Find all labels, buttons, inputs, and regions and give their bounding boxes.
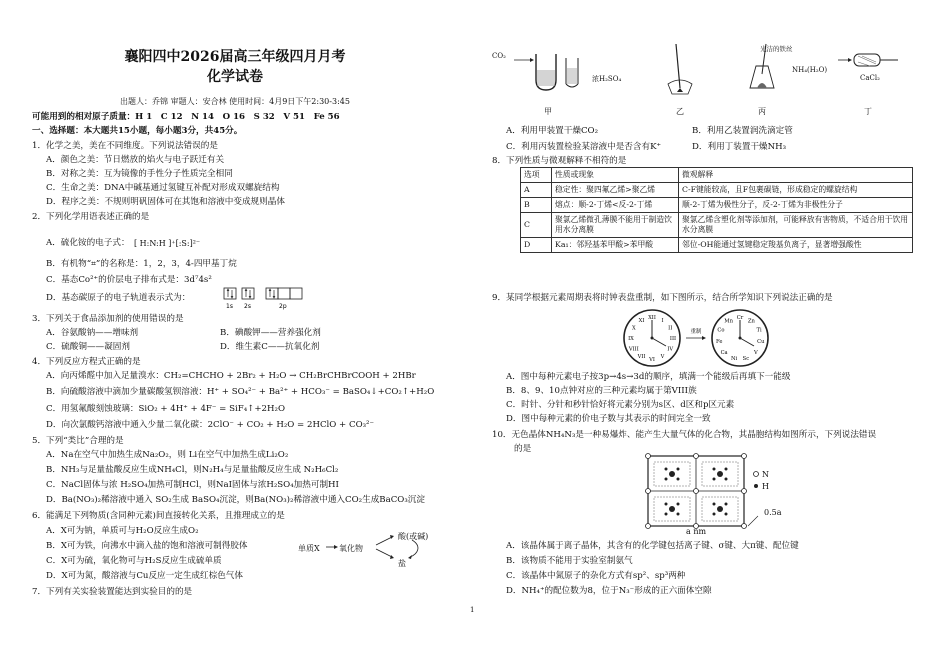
q10-stem-line2: 的是 xyxy=(514,444,532,454)
table-header-row xyxy=(521,168,913,183)
q1-stem: 1．化学之美，美在不同维度。下列说法错误的是 xyxy=(32,141,218,151)
row-a-explanation: C-F键能较高，且F包裹碳链，形成稳定的螺旋结构 xyxy=(679,183,913,198)
q6-option-b: B．X可为铁，向沸水中滴入盐的饱和溶液可制得胶体 xyxy=(46,541,248,551)
q3-option-a: A．谷氨酸钠——增味剂 xyxy=(46,328,139,338)
q2-option-c: C．基态Co²⁺的价层电子排布式是：3d⁷4s² xyxy=(46,275,212,285)
conversion-scheme xyxy=(294,526,470,568)
q6-option-d: D．X可为氮，酸溶液与Cu反应一定生成红棕色气体 xyxy=(46,571,243,581)
caption-ding: 丁 xyxy=(864,107,872,116)
dimension-a: a nm xyxy=(686,527,707,536)
clock1-label: I xyxy=(661,317,664,324)
clock-arrow-label: 重制 xyxy=(690,329,702,335)
clock1-label: XI xyxy=(638,317,645,324)
row-c-option: C xyxy=(521,213,552,238)
q3-option-d: D．维生素C——抗氧化剂 xyxy=(220,342,320,352)
q5-option-b: B．NH₃与足量盐酸反应生成NH₄Cl，则N₂H₄与足量盐酸反应生成 N₂H₆Cl₂ xyxy=(46,465,339,475)
q5-stem: 5．下列“类比”合理的是 xyxy=(32,436,124,446)
orbital-label-2p: 2p xyxy=(279,303,287,310)
dimension-half-a: 0.5a xyxy=(764,508,782,517)
clock1-label: VIII xyxy=(628,346,639,353)
clock2-label: Sc xyxy=(742,356,750,363)
row-a-property: 稳定性：聚四氟乙烯>聚乙烯 xyxy=(552,183,679,198)
q5-option-c: C．NaCl固体与浓 H₂SO₄加热可制HCl，则NaI固体与浓H₂SO₄加热可制HI xyxy=(46,480,339,490)
q6-option-c: C．X可为硫，氧化物可与H₂S反应生成硫单质 xyxy=(46,556,222,566)
row-b-option: B xyxy=(521,198,552,213)
q1-option-c: C．生命之美：DNA中碱基通过氢键互补配对形成双螺旋结构 xyxy=(46,183,280,193)
q4-option-b: B．向硫酸溶液中滴加少量碳酸氢钡溶液：H⁺ + SO₄²⁻ + Ba²⁺ + HCO₃⁻ = BaSO₄↓+CO₂↑+H₂O xyxy=(46,387,435,397)
scheme-acid: 酸(或碱) xyxy=(398,532,429,541)
q10-option-c: C．该晶体中氮原子的杂化方式有sp²、sp³两种 xyxy=(506,571,686,581)
q7-option-c: C．利用丙装置检验某溶液中是否含有K⁺ xyxy=(506,142,662,152)
q4-option-d: D．向次氯酸钙溶液中通入少量二氧化碳：2ClO⁻ + CO₂ + H₂O = 2HClO + CO₃²⁻ xyxy=(46,420,375,430)
q3-option-c: C．硫酸铜——凝固剂 xyxy=(46,342,130,352)
caption-jia: 甲 xyxy=(544,107,552,116)
scheme-salt: 盐 xyxy=(398,559,406,568)
caption-bing: 丙 xyxy=(758,107,766,116)
clock1-label: III xyxy=(669,336,677,342)
clock1-label: IX xyxy=(628,336,634,342)
q7-option-b: B．利用乙装置润洗滴定管 xyxy=(692,126,793,136)
q7-option-d: D．利用丁装置干燥NH₃ xyxy=(692,142,787,152)
row-d-option: D xyxy=(521,238,552,253)
q7-apparatus-figure xyxy=(492,40,912,100)
clock1-label: II xyxy=(668,325,673,332)
q9-option-b: B．8、9、10点钟对应的三种元素均属于第VIII族 xyxy=(506,386,697,396)
q3-stem: 3．下列关于食品添加剂的使用错误的是 xyxy=(32,314,184,324)
q5-option-d: D．Ba(NO₃)₂稀溶液中通入 SO₂生成 BaSO₄沉淀，则Ba(NO₃)₂稀溶液中通入CO₂生成BaCO₃沉淀 xyxy=(46,495,425,505)
exam-title: 襄阳四中2026届高三年级四月月考 xyxy=(124,49,346,65)
q10-option-a: A．该晶体属于离子晶体，其含有的化学键包括离子键、σ键、大π键、配位键 xyxy=(506,541,799,551)
clock2-label: Ni xyxy=(730,356,738,363)
label-nh4: NH₄(H₂O) xyxy=(792,66,828,74)
table-row xyxy=(521,238,913,253)
row-d-explanation: 邻位-OH能通过氢键稳定羧基负离子，显著增强酸性 xyxy=(679,238,913,253)
q10-option-b: B．该物质不能用于实验室制氨气 xyxy=(506,556,633,566)
q2-option-d: D．基态碳原子的电子轨道表示式为： xyxy=(46,293,191,303)
exam-info: 出题人：乔锦 审题人：安合林 使用时间：4月9日下午2:30-3:45 xyxy=(120,97,350,106)
clock-figure xyxy=(612,306,812,370)
q2-stem: 2．下列化学用语表述正确的是 xyxy=(32,212,150,222)
label-cacl2: CaCl₂ xyxy=(860,74,880,82)
q6-stem: 6．能满足下列物质(含同种元素)间直接转化关系，且推理成立的是 xyxy=(32,511,285,521)
row-b-property: 熔点：顺-2-丁烯<反-2-丁烯 xyxy=(552,198,679,213)
label-iron-wire: 光洁的铁丝 xyxy=(760,45,793,53)
q7-stem: 7．下列有关实验装置能达到实验目的的是 xyxy=(32,587,193,597)
legend-n: N xyxy=(762,470,769,479)
clock2-label: Ti xyxy=(756,327,762,334)
header-property: 性质或现象 xyxy=(552,168,679,183)
atomic-masses: 可能用到的相对原子质量：H 1 C 12 N 14 O 16 S 32 V 51 Fe 56 xyxy=(32,112,340,122)
q9-option-d: D．图中每种元素的价电子数与其表示的时间完全一致 xyxy=(506,414,711,424)
crystal-cell-figure xyxy=(640,452,810,536)
q2-option-b: B．有机物“⌗”的名称是：1，2，3，4-四甲基丁烷 xyxy=(46,259,237,269)
clock1-label: XII xyxy=(648,315,656,321)
caption-yi: 乙 xyxy=(676,107,684,116)
row-c-property: 聚氯乙烯微孔薄膜不能用于制造饮用水分离膜 xyxy=(552,213,679,238)
q9-option-a: A．图中每种元素电子按3p→4s→3d的顺序，填满一个能级后再填下一能级 xyxy=(506,372,791,382)
q10-stem-line1: 10．无色晶体NH₄N₃是一种易爆炸、能产生大量气体的化合物，其晶胞结构如图所示，下列说法错误 xyxy=(492,430,877,440)
clock2-label: Mn xyxy=(724,318,733,325)
clock2-label: Zn xyxy=(747,318,755,325)
row-b-explanation: 顺-2-丁烯为极性分子，反-2-丁烯为非极性分子 xyxy=(679,198,913,213)
q9-option-c: C．时针、分针和秒针恰好将元素分别为s区、d区和p区元素 xyxy=(506,400,735,410)
clock1-label: VI xyxy=(649,357,655,363)
page-number: 1 xyxy=(470,606,475,614)
table-row xyxy=(521,183,913,198)
q4-stem: 4．下列反应方程式正确的是 xyxy=(32,357,141,367)
q4-option-c: C．用氢氟酸刻蚀玻璃：SiO₂ + 4H⁺ + 4F⁻ = SiF₄↑+2H₂O xyxy=(46,404,285,414)
clock1-label: VII xyxy=(637,354,646,361)
orbital-label-1s: 1s xyxy=(226,303,233,310)
scheme-oxide: 氧化物 xyxy=(339,544,363,553)
table-row xyxy=(521,213,913,238)
q8-stem: 8．下列性质与微观解释不相符的是 xyxy=(492,156,627,166)
label-h2so4: 浓H₂SO₄ xyxy=(592,75,622,83)
table-row xyxy=(521,198,913,213)
q1-option-b: B．对称之美：互为镜像的手性分子性质完全相同 xyxy=(46,169,233,179)
clock2-label: Fe xyxy=(716,339,723,345)
clock2-label: V xyxy=(754,349,758,356)
q1-option-d: D．程序之美：不规则明矾固体可在其饱和溶液中变成规则晶体 xyxy=(46,197,285,207)
clock2-label: Co xyxy=(717,327,725,334)
scheme-element-x: 单质X xyxy=(298,544,320,553)
header-option: 选项 xyxy=(521,168,552,183)
section-heading: 一、选择题：本大题共15小题，每小题3分，共45分。 xyxy=(32,126,243,136)
electron-formula: [ H:N:H ]⁺[:S:]²⁻ xyxy=(134,239,201,248)
q10-option-d: D．NH₄⁺的配位数为8，位于N₃⁻形成的正六面体空隙 xyxy=(506,586,712,596)
orbital-diagram xyxy=(222,286,312,312)
clock1-label: X xyxy=(631,325,636,332)
row-d-property: Ka₁：邻羟基苯甲酸>苯甲酸 xyxy=(552,238,679,253)
label-co2: CO₂ xyxy=(492,52,506,60)
q5-option-a: A．Na在空气中加热生成Na₂O₂，则 Li在空气中加热生成Li₂O₂ xyxy=(46,450,289,460)
orbital-label-2s: 2s xyxy=(244,303,251,310)
q8-table xyxy=(520,167,913,253)
q3-option-b: B．碘酸钾——营养强化剂 xyxy=(220,328,321,338)
clock2-label: Cu xyxy=(757,339,765,345)
clock1-label: V xyxy=(660,354,665,361)
clock1-label: IV xyxy=(667,346,674,353)
q2-option-a: A．硫化铵的电子式： xyxy=(46,238,130,248)
row-a-option: A xyxy=(521,183,552,198)
q6-option-a: A．X可为钠，单质可与H₂O反应生成O₂ xyxy=(46,526,199,536)
clock2-label: Cr xyxy=(736,315,744,321)
legend-h: H xyxy=(762,482,769,491)
header-explanation: 微观解释 xyxy=(679,168,913,183)
q9-stem: 9．某同学根据元素周期表将时钟表盘重制，如下图所示，结合所学知识下列说法正确的是 xyxy=(492,293,833,303)
q1-option-a: A．颜色之美：节日燃放的焰火与电子跃迁有关 xyxy=(46,155,225,165)
clock2-label: Ca xyxy=(720,349,728,356)
q7-option-a: A．利用甲装置干燥CO₂ xyxy=(506,126,599,136)
q4-option-a: A．向丙烯醛中加入足量溴水：CH₂=CHCHO + 2Br₂ + H₂O → CH₂BrCHBrCOOH + 2HBr xyxy=(46,371,416,381)
exam-subject: 化学试卷 xyxy=(207,69,263,85)
row-c-explanation: 聚氯乙烯含塑化剂等添加剂，可能释放有害物质，不适合用于饮用水分离膜 xyxy=(679,213,913,238)
